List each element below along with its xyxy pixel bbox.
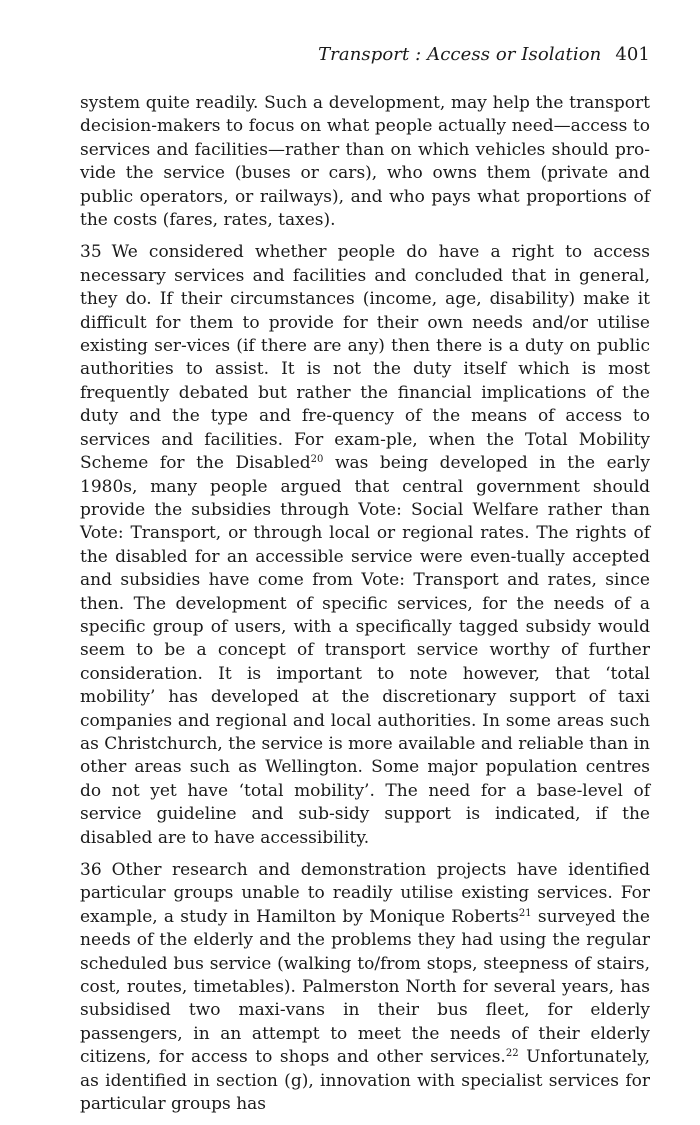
paragraph-number: 35 <box>80 242 102 263</box>
running-title: Transport : Access or Isolation <box>318 44 602 65</box>
text-run: Unfortunately, as identified in section (g), innovation with specialist services for particular groups has <box>80 1047 650 1115</box>
footnote-ref: 21 <box>518 907 532 919</box>
text-run: system quite readily. Such a development, may help the transport decision-makers to focus on what people actually need—access to services and facilities—rather than on which vehicles should pro-vide the service (buses or cars), who owns them (private and public operators, or railways), and who pays what proportions of the costs (fares, rates, taxes). <box>80 93 650 231</box>
paragraph-35 <box>80 241 650 850</box>
body-text <box>80 92 650 1116</box>
paragraph-36 <box>80 859 650 1116</box>
text-run: surveyed the needs of the elderly and the problems they had using the regular scheduled bus service (walking to/from stops, steepness of stairs, cost, routes, timetables). Palmerston North for several years, has subsidised two maxi-vans in their bus fleet, for elderly passengers, in an attempt to meet the needs of their elderly citizens, for access to shops and other services. <box>80 906 650 1068</box>
running-head <box>80 44 650 70</box>
footnote-ref: 20 <box>310 454 324 466</box>
book-page <box>80 44 650 1125</box>
text-run: We considered whether people do have a right to access necessary services and facilities and concluded that in general, they do. If their circumstances (income, age, disability) make it difficult for them to provide for their own needs and/or utilise existing ser-vices (if there are any) then there is a duty on public authorities to assist. It is not the duty itself which is most frequently debated but rather the financial implications of the duty and the type and fre-quency of the means of access to services and facilities. For exam-ple, when the Total Mobility Scheme for the Disabled <box>80 242 650 474</box>
footnote-ref: 22 <box>505 1048 519 1060</box>
paragraph-number: 36 <box>80 860 102 880</box>
paragraph <box>80 92 650 232</box>
page-number: 401 <box>615 44 650 65</box>
text-run: was being developed in the early 1980s, many people argued that central government should provide the subsidies through Vote: Social Welfare rather than Vote: Transport, or through local or regional rates. The rights of the disabled for an accessible service were even-tually accepted and subsidies have come from Vote: Transport and rates, since then. The development of specific services, for the needs of a specific group of users, with a specifically tagged subsidy would seem to be a concept of transport service worthy of further consideration. It is important to note however, that ‘total mobility’ has developed at the discretionary support of taxi companies and regional and local authorities. In some areas such as Christchurch, the service is more available and reliable than in other areas such as Wellington. Some major population centres do not yet have ‘total mobility’. The need for a base-level of service guideline and sub-sidy support is indicated, if the disabled are to have accessibility. <box>80 453 650 848</box>
text-run: Other research and demonstration projects have identified particular groups unable to readily utilise existing services. For example, a study in Hamilton by Monique Roberts <box>80 860 650 927</box>
